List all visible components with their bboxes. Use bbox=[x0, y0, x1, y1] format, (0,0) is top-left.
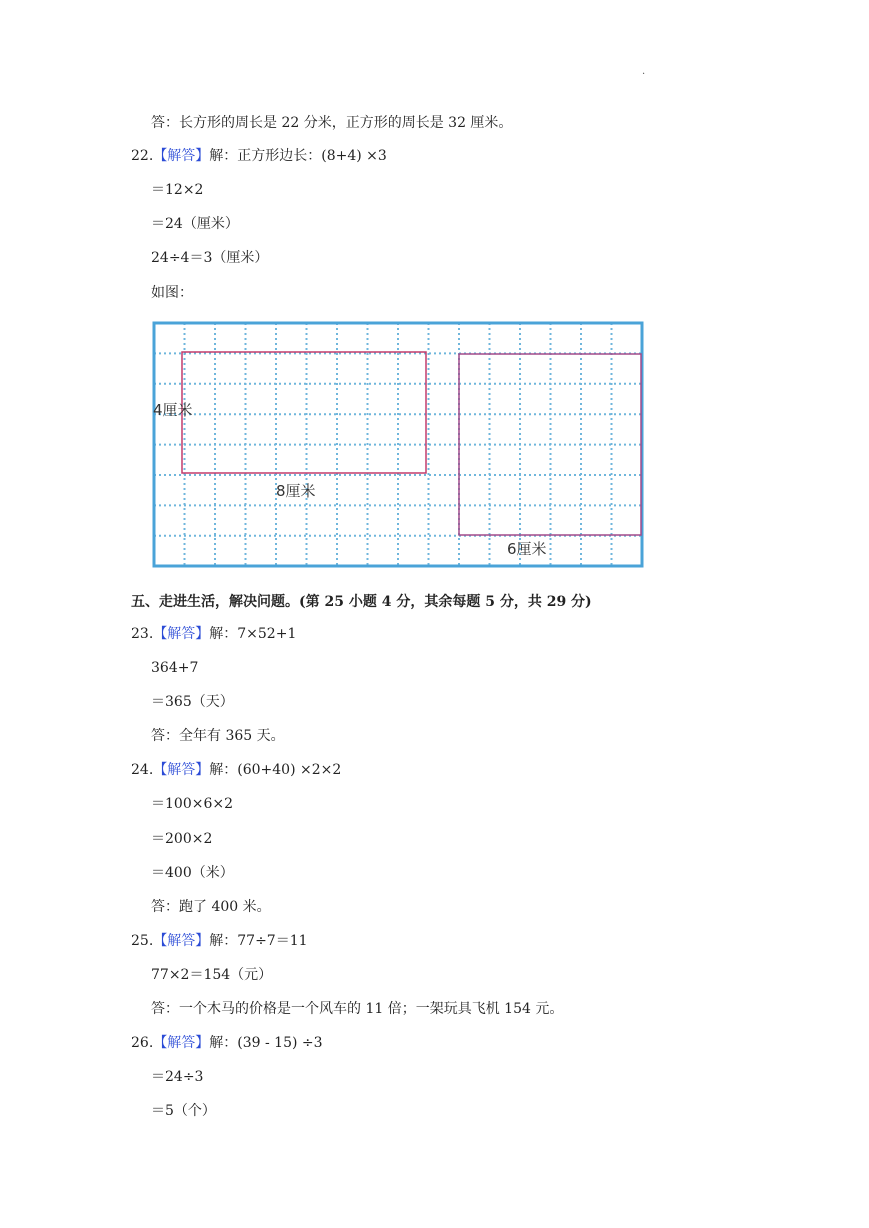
answer-tag: 【解答】 bbox=[153, 933, 210, 949]
answer-tag: 【解答】 bbox=[153, 148, 210, 164]
answer-line: 答：一个木马的价格是一个风车的 11 倍；一架玩具飞机 154 元。 bbox=[151, 1001, 564, 1017]
question-23 bbox=[131, 625, 296, 643]
answer-line: 答：全年有 365 天。 bbox=[151, 728, 285, 744]
step-line: ＝24（厘米） bbox=[151, 216, 239, 232]
step-line: ＝200×2 bbox=[151, 831, 213, 847]
question-number: 23. bbox=[131, 626, 154, 642]
answer-tag: 【解答】 bbox=[153, 626, 210, 642]
step-line: ＝365（天） bbox=[151, 694, 234, 710]
square-side-label: 6厘米 bbox=[507, 540, 547, 558]
question-25 bbox=[131, 932, 308, 950]
question-text: 解：(60+40) ×2×2 bbox=[209, 762, 342, 778]
step-line: ＝400（米） bbox=[151, 865, 234, 881]
step-line: ＝100×6×2 bbox=[151, 796, 233, 812]
answer-line-21: 答：长方形的周长是 22 分米，正方形的周长是 32 厘米。 bbox=[151, 115, 513, 131]
rect-height-label: 4厘米 bbox=[153, 401, 193, 419]
question-number: 22. bbox=[131, 148, 154, 164]
step-line: ＝5（个） bbox=[151, 1103, 216, 1119]
figure-caption: 如图： bbox=[151, 285, 193, 301]
question-26 bbox=[131, 1034, 323, 1052]
step-line: ＝24÷3 bbox=[151, 1069, 204, 1085]
step-line: 24÷4＝3（厘米） bbox=[151, 250, 269, 266]
rectangle-shape bbox=[182, 352, 426, 473]
answer-tag: 【解答】 bbox=[153, 762, 210, 778]
corner-mark: . bbox=[642, 66, 646, 77]
question-text: 解：(39 - 15) ÷3 bbox=[209, 1035, 323, 1051]
question-number: 25. bbox=[131, 933, 154, 949]
question-number: 24. bbox=[131, 762, 154, 778]
answer-tag: 【解答】 bbox=[153, 1035, 210, 1051]
step-line: ＝12×2 bbox=[151, 182, 204, 198]
grid-figure bbox=[152, 321, 646, 569]
answer-line: 答：跑了 400 米。 bbox=[151, 899, 271, 915]
question-number: 26. bbox=[131, 1035, 154, 1051]
question-text: 解：77÷7＝11 bbox=[209, 933, 308, 949]
rect-width-label: 8厘米 bbox=[276, 482, 316, 500]
step-line: 364+7 bbox=[151, 660, 199, 676]
question-text: 解：7×52+1 bbox=[209, 626, 297, 642]
step-line: 77×2＝154（元） bbox=[151, 967, 273, 983]
grid-lines bbox=[154, 323, 642, 566]
question-24 bbox=[131, 761, 341, 779]
question-text: 解：正方形边长：(8+4) ×3 bbox=[209, 148, 387, 164]
section-heading: 五、走进生活，解决问题。(第 25 小题 4 分，其余每题 5 分，共 29 分) bbox=[131, 594, 592, 610]
question-22 bbox=[131, 147, 387, 165]
